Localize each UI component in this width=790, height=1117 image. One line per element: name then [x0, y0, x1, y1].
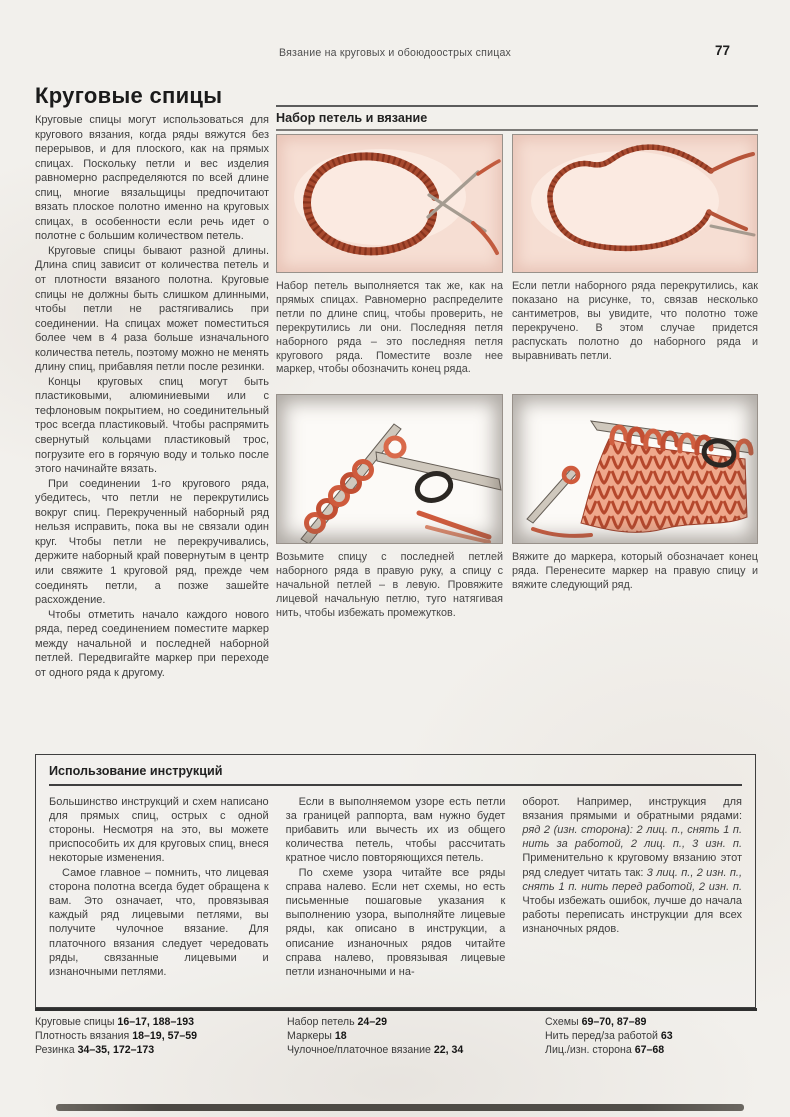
footer-index-column-3 [545, 1016, 763, 1058]
divider [276, 129, 758, 132]
tutorial-heading: Набор петель и вязание [276, 110, 428, 125]
instructions-box-heading: Использование инструкций [49, 764, 223, 778]
index-entry: Лиц./изн. сторона 67–68 [545, 1043, 665, 1056]
figure-caption: Возьмите спицу с последней петлей наборного ряда в правую руку, а спицу с начальной петлей – в левую. Провяжите лицевой начальную петлю, туго натягивая нить, чтобы избежать промежутков. [276, 551, 503, 619]
box-paragraph: По схеме узора читайте все ряды справа налево. Если нет схемы, но есть письменные пошаговые указания к выполнению узора, выполняйте лицевые ряды, как описано в инструкции, а описание изнаночных рядов читайте справа налево, провязывая лицевые петли изнаночными и на- [285, 866, 506, 978]
figure-caption: Вяжите до маркера, который обозначает конец ряда. Перенесите маркер на правую спицу и вяжите следующий ряд. [512, 551, 758, 591]
box-paragraph: Самое главное – помнить, что лицевая сторона полотна всегда будет обращена к вам. Это означает, что, провязывая каждый ряд лицевыми петлями, вы получите чулочное вязание. Для платочного вязания следует чередовать ряды, связанные лицевыми и изнаночными петлями. [49, 866, 269, 978]
figure-join-round [276, 394, 503, 621]
index-entry: Круговые спицы 16–17, 188–193 [35, 1016, 195, 1028]
instructions-columns [49, 795, 742, 980]
footer-index-column-2 [287, 1016, 535, 1058]
instructions-column-2 [286, 795, 506, 980]
figure-caption: Набор петель выполняется так же, как на прямых спицах. Равномерно распределите петли по длине спиц, чтобы проверить, не перекрутились ли они. Последняя петля наборного ряда – это последняя петля кругового ряда. Поместите возле нее маркер, чтобы обозначить конец ряда. [276, 280, 503, 376]
index-entry: Чулочное/платочное вязание 22, 34 [287, 1043, 464, 1056]
divider [49, 784, 742, 786]
body-paragraph: Круговые спицы бывают разной длины. Длина спиц зависит от количества петель и от плотности вязаного полотна. Круговые спицы не должны быть слишком длинными, чтобы петли не растягивались при соединении. На спицах может поместиться более чем в 4 раза больше изначального количества петель, поэтому можно не менять длину спиц, прибавляя петли после резинки. [35, 244, 269, 374]
figure-twisted-cast-on [512, 134, 758, 363]
body-paragraph: Концы круговых спиц могут быть пластиковыми, алюминиевыми или с тефлоновым покрытием, но соединительный трос всегда пластиковый. Чтобы распрямить свернутый кольцами пластиковый трос, погрузите его в горячую воду и только после этого начинайте вязать. [35, 375, 269, 476]
body-paragraph: Круговые спицы могут использоваться для кругового вязания, когда ряды вяжутся без перерывов, и для плоского, как на прямых спицах. Поскольку петли и вес изделия равномерно распределяются по всей длине спиц, многие вязальщицы предпочитают вязать плоское полотно именно на круговых спицах, в особенности если речь идет о полотне с большим количеством петель. [35, 114, 269, 243]
footer-divider [35, 1008, 757, 1011]
intro-text-column [35, 113, 269, 680]
index-entry: Набор петель 24–29 [287, 1016, 387, 1028]
figure-knit-to-marker [512, 394, 758, 593]
instructions-column-3 [522, 795, 742, 980]
running-head: Вязание на круговых и обоюдоострых спицах [278, 47, 512, 59]
scan-edge-artifact [56, 1104, 744, 1111]
page-number: 77 [714, 43, 730, 58]
tutorial-section-header [276, 105, 758, 131]
cast-on-loop-illustration [276, 134, 503, 273]
box-paragraph: Если в выполняемом узоре есть петли за границей раппорта, вам нужно будет прибавить или вычесть их из общего количества петель, чтобы рассчитать кратное число повторяющихся петель. [285, 795, 506, 865]
box-paragraph: Большинство инструкций и схем написано для прямых спиц, острых с одной стороны. Несмотря на это, вы можете приспособить их для круговых спиц, внеся некоторые изменения. [49, 795, 269, 865]
body-paragraph: При соединении 1-го кругового ряда, убедитесь, что петли не перекрутились вокруг спиц. Перекрученный наборный ряд нельзя исправить, пока вы не связали один круг. Чтобы петли не перекручивались, держите наборный край повернутым в центр или свяжите 1 круговой ряд, прежде чем соединять петли, а позже зашейте расхождение. [35, 477, 269, 607]
knitting-to-marker-illustration [512, 394, 758, 544]
index-entry: Резинка 34–35, 172–173 [35, 1043, 155, 1056]
index-entry: Плотность вязания 18–19, 57–59 [35, 1029, 198, 1042]
instructions-box [35, 754, 756, 1008]
divider [276, 105, 758, 107]
twisted-loop-illustration [512, 134, 758, 273]
body-paragraph: Чтобы отметить начало каждого нового ряда, перед соединением поместите маркер между начальной и последней наборной петлей. Передвигайте маркер при переходе от одного ряда к другому. [35, 608, 269, 679]
index-entry: Нить перед/за работой 63 [545, 1029, 673, 1042]
joining-round-illustration [276, 394, 503, 544]
index-entry: Схемы 69–70, 87–89 [545, 1016, 647, 1028]
footer-index-column-1 [35, 1016, 275, 1058]
instructions-column-1 [49, 795, 269, 980]
figure-caption: Если петли наборного ряда перекрутились, как показано на рисунке, то, связав несколько сантиметров, вы увидите, что полотно тоже перекручено. В этом случае придется распускать полотно до наборного ряда и выравнивать петли. [512, 280, 758, 362]
index-entry: Маркеры 18 [287, 1029, 347, 1042]
figure-cast-on [276, 134, 503, 377]
page-title: Круговые спицы [35, 82, 223, 108]
box-paragraph: оборот. Например, инструкция для вязания прямыми и обратными рядами: ряд 2 (изн. сторона): 2 лиц. п., снять 1 п. нить за работой, 2 лиц. п., 3 изн. п. Применительно к круговому вязанию этот ряд следует читать так: 3 лиц. п., 2 изн. п., снять 1 п. нить перед работой, 2 изн. п. Чтобы избежать ошибок, лучше до начала работы переписать инструкции для всех изнаночных рядов. [522, 795, 743, 936]
